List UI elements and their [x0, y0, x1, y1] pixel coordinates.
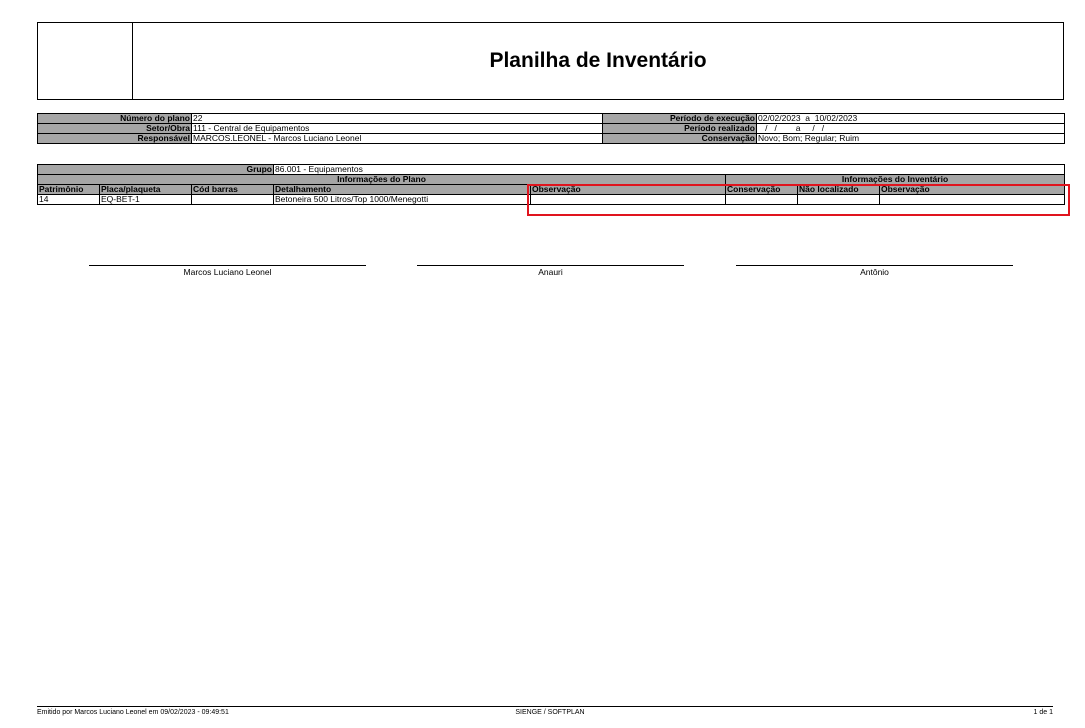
column-header: Observação	[531, 185, 726, 195]
realized-period-value: / / a / /	[757, 124, 1065, 134]
footer-system: SIENGE / SOFTPLAN	[515, 709, 585, 716]
conservation-value: Novo; Bom; Regular; Ruim	[757, 134, 1065, 144]
responsible-value: MARCOS.LEONEL - Marcos Luciano Leonel	[192, 134, 603, 144]
signature-name: Anauri	[538, 267, 563, 277]
signature-line	[736, 265, 1013, 266]
signature-name: Antônio	[860, 267, 889, 277]
column-header: Patrimônio	[38, 185, 100, 195]
report-header	[37, 22, 1064, 100]
execution-period-value: 02/02/2023 a 10/02/2023	[757, 114, 1065, 124]
inventory-section-header: Informações do Inventário	[726, 175, 1065, 185]
responsible-label: Responsável	[38, 134, 192, 144]
execution-period-label: Período de execução	[603, 114, 757, 124]
footer-divider	[37, 706, 1053, 707]
signature-name: Marcos Luciano Leonel	[183, 267, 272, 277]
logo-area	[38, 23, 133, 99]
column-header: Cód barras	[192, 185, 274, 195]
sector-value: 111 - Central de Equipamentos	[192, 124, 603, 134]
plan-section-header: Informações do Plano	[38, 175, 726, 185]
group-label: Grupo	[38, 165, 274, 175]
footer-emitted: Emitido por Marcos Luciano Leonel em 09/02/2023 - 09:49:51	[37, 709, 229, 716]
column-header: Detalhamento	[274, 185, 531, 195]
signature-line	[89, 265, 366, 266]
plan-number-label: Número do plano	[38, 114, 192, 124]
plan-info-table	[37, 113, 1065, 144]
table-cell: EQ-BET-1	[100, 195, 192, 205]
table-cell	[192, 195, 274, 205]
realized-period-label: Período realizado	[603, 124, 757, 134]
footer-page: 1 de 1	[1033, 709, 1053, 716]
column-header: Observação	[880, 185, 1065, 195]
plan-number-value: 22	[192, 114, 603, 124]
column-header: Conservação	[726, 185, 798, 195]
column-header: Não localizado	[798, 185, 880, 195]
conservation-label: Conservação	[603, 134, 757, 144]
sector-label: Setor/Obra	[38, 124, 192, 134]
table-cell: 14	[38, 195, 100, 205]
column-header: Placa/plaqueta	[100, 185, 192, 195]
page-title: Planilha de Inventário	[489, 49, 707, 72]
table-cell: Betoneira 500 Litros/Top 1000/Menegotti	[274, 195, 531, 205]
group-value: 86.001 - Equipamentos	[274, 165, 1065, 175]
highlight-box	[527, 184, 1070, 216]
signature-line	[417, 265, 684, 266]
